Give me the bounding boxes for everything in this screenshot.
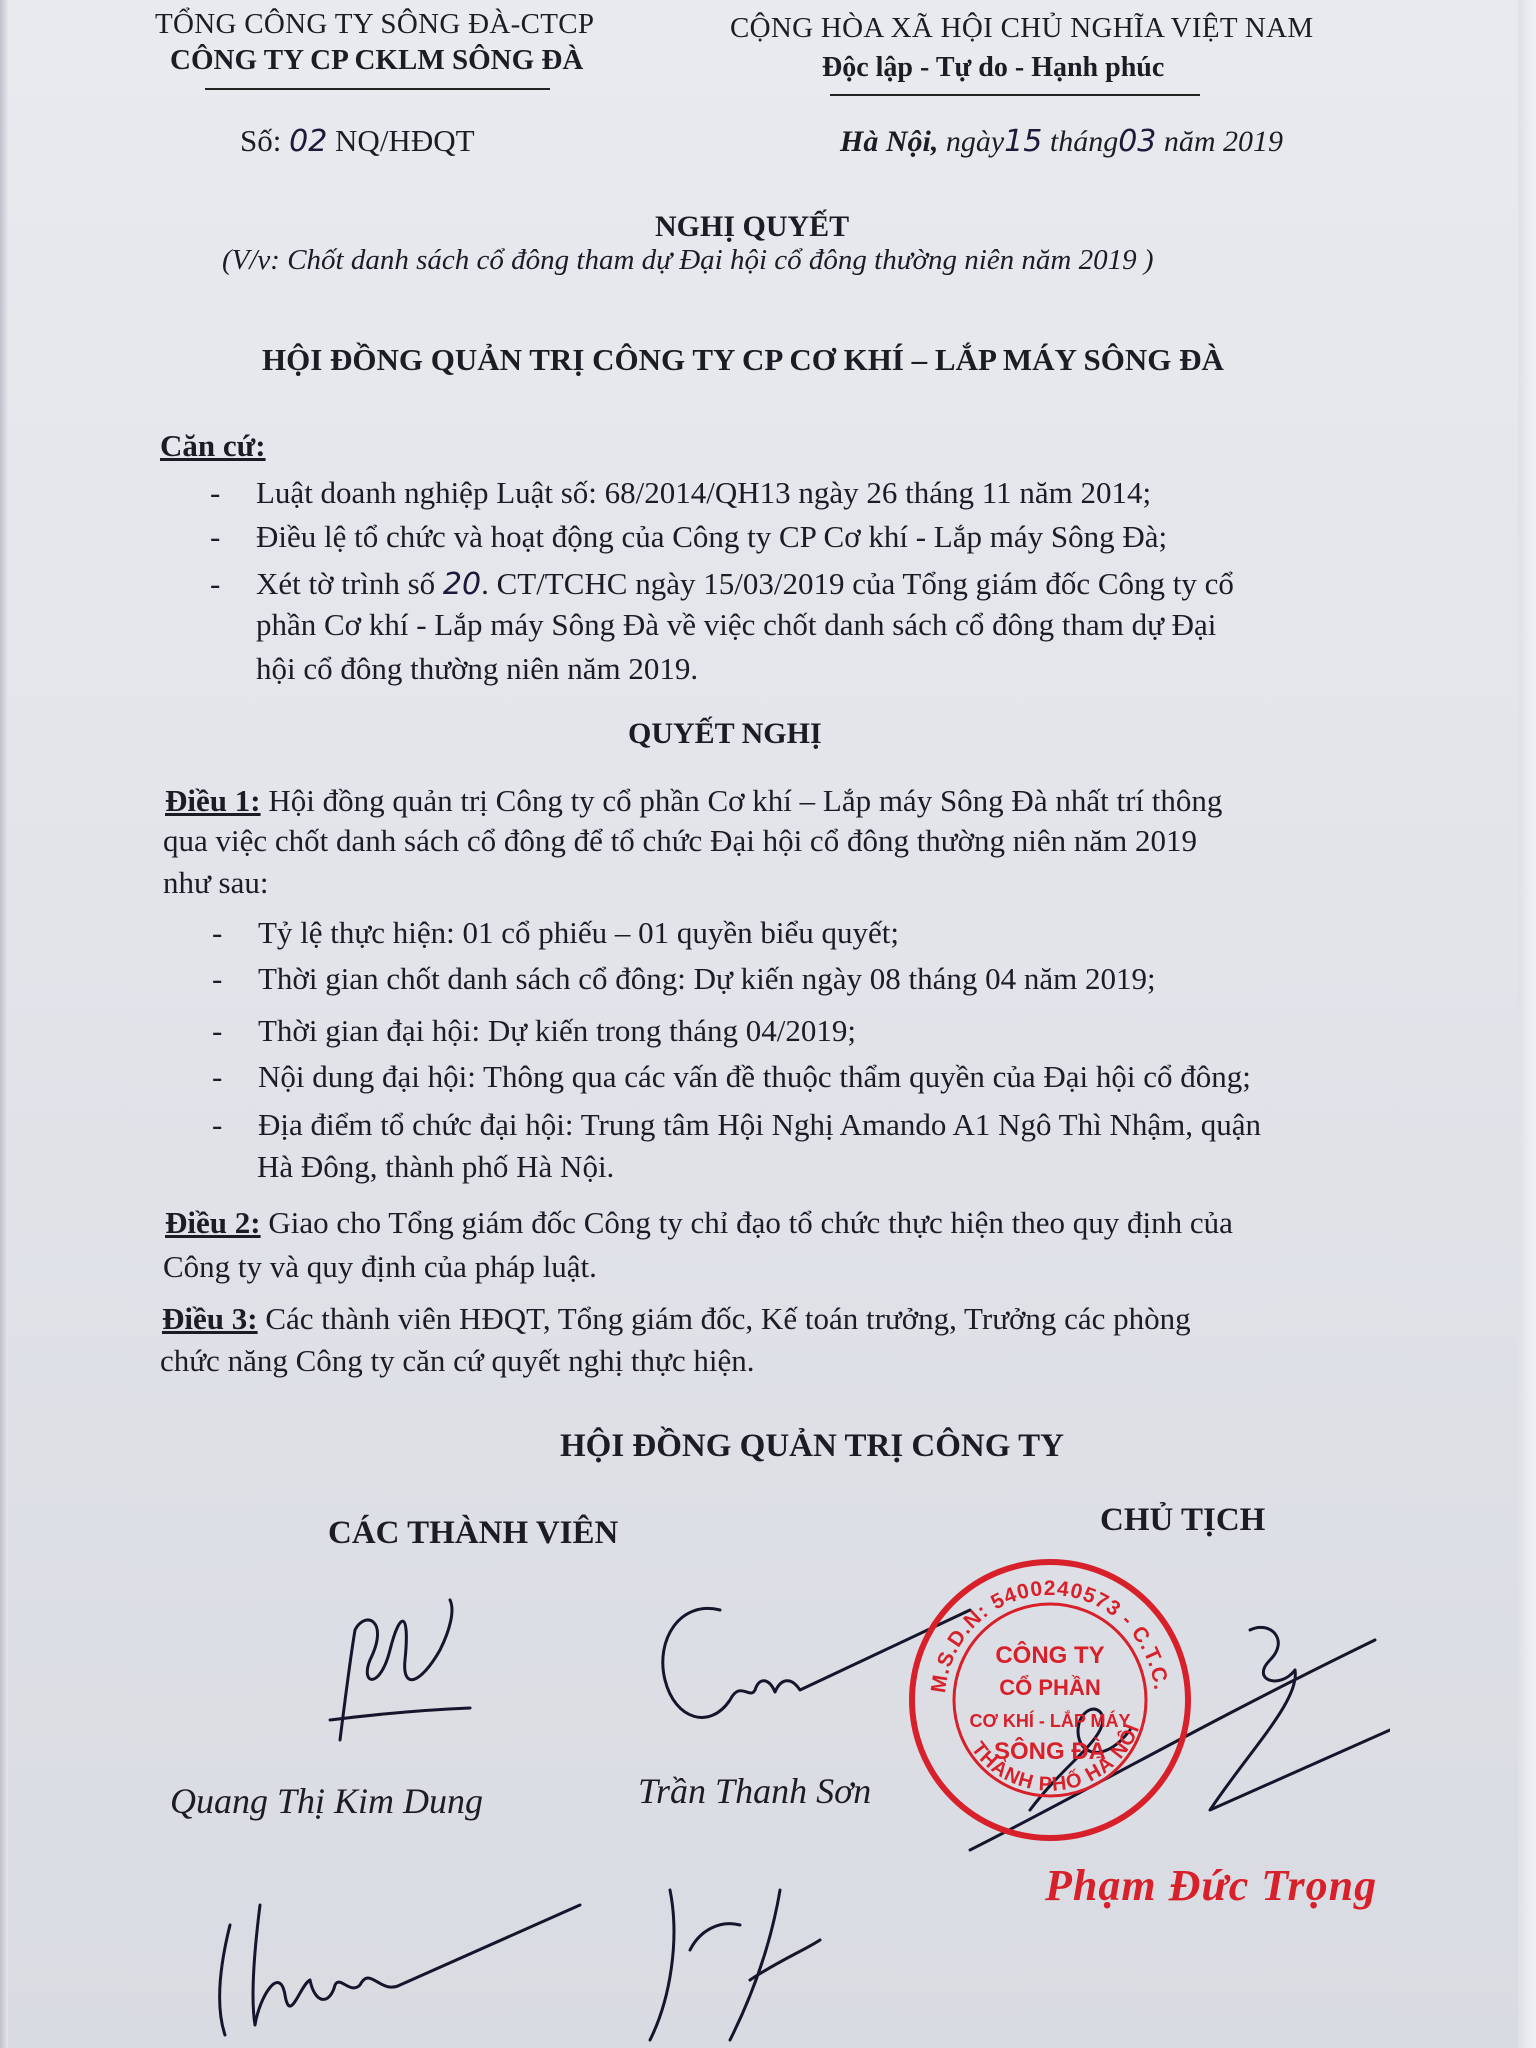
- chairman-heading: CHỦ TỊCH: [1100, 1502, 1266, 1538]
- svg-text:M.S.D.N: 5400240573 - C.T.C.: M.S.D.N: 5400240573 - C.T.C.: [927, 1576, 1173, 1695]
- basis-item-continued: hội cổ đông thường niên năm 2019.: [256, 651, 699, 686]
- document-subtitle: (V/v: Chốt danh sách cổ đông tham dự Đại hội cổ đông thường niên năm 2019 ): [222, 244, 1154, 276]
- member3-signature: [200, 1885, 590, 2045]
- number-suffix: NQ/HĐQT: [335, 123, 475, 158]
- number-prefix: Số:: [240, 123, 282, 158]
- article-1: Điều 1: Hội đồng quản trị Công ty cổ phần Cơ khí – Lắp máy Sông Đà nhất trí thông: [165, 783, 1223, 818]
- board-heading: HỘI ĐỒNG QUẢN TRỊ CÔNG TY: [560, 1428, 1064, 1464]
- date-day-label: ngày: [945, 125, 1005, 158]
- article-3: Điều 3: Các thành viên HĐQT, Tổng giám đốc, Kế toán trưởng, Trưởng các phòng: [162, 1301, 1191, 1336]
- article-3-label: Điều 3:: [162, 1301, 258, 1336]
- report-number-handwritten: 20: [442, 567, 482, 602]
- svg-text:CỔ PHẦN: CỔ PHẦN: [999, 1675, 1101, 1700]
- svg-text:CÔNG TY: CÔNG TY: [995, 1642, 1105, 1669]
- article-1-label: Điều 1:: [165, 783, 261, 818]
- issue-date: [840, 124, 1283, 159]
- issuer-heading: HỘI ĐỒNG QUẢN TRỊ CÔNG TY CP CƠ KHÍ – LẮP MÁY SÔNG ĐÀ: [262, 342, 1224, 377]
- article-1-line: như sau:: [163, 865, 269, 900]
- number-handwritten: 02: [289, 124, 328, 159]
- chairman-name: Phạm Đức Trọng: [1045, 1861, 1378, 1910]
- svg-text:THÀNH PHỐ HÀ NỘI: THÀNH PHỐ HÀ NỘI: [966, 1720, 1145, 1796]
- date-day: 15: [1004, 124, 1043, 159]
- date-month: 03: [1118, 124, 1157, 159]
- document-title: NGHỊ QUYẾT: [655, 210, 850, 243]
- company-seal-stamp: [905, 1555, 1195, 1845]
- article-1-line: qua việc chốt danh sách cổ đông để tổ chức Đại hội cổ đông thường niên năm 2019: [163, 823, 1197, 858]
- svg-text:SÔNG ĐÀ: SÔNG ĐÀ: [993, 1738, 1107, 1765]
- basis-item-continued: phần Cơ khí - Lắp máy Sông Đà về việc chốt danh sách cổ đông tham dự Đại: [256, 607, 1217, 642]
- date-year: năm 2019: [1163, 125, 1284, 158]
- date-month-label: tháng: [1049, 125, 1119, 158]
- article-3-line: chức năng Công ty căn cứ quyết nghị thực hiện.: [160, 1343, 755, 1378]
- basis-heading: Căn cứ:: [160, 428, 266, 463]
- paper-right-edge: [1518, 0, 1536, 2048]
- date-place: Hà Nội,: [840, 125, 939, 158]
- article-1-item-continued: Hà Đông, thành phố Hà Nội.: [257, 1149, 615, 1184]
- decision-heading: QUYẾT NGHỊ: [628, 717, 822, 750]
- member2-name: Trần Thanh Sơn: [638, 1771, 872, 1811]
- article-2-label: Điều 2:: [165, 1205, 261, 1240]
- member4-signature: [630, 1880, 830, 2048]
- company-underline: [205, 88, 550, 90]
- document-number: [240, 120, 475, 162]
- national-motto: Độc lập - Tự do - Hạnh phúc: [822, 52, 1165, 83]
- company-name: CÔNG TY CP CKLM SÔNG ĐÀ: [170, 44, 584, 76]
- article-2: Điều 2: Giao cho Tổng giám đốc Công ty chỉ đạo tổ chức thực hiện theo quy định của: [165, 1205, 1233, 1240]
- motto-underline: [830, 94, 1200, 96]
- member1-signature: [310, 1590, 490, 1750]
- svg-text:CƠ KHÍ - LẮP MÁY: CƠ KHÍ - LẮP MÁY: [969, 1711, 1131, 1731]
- paper-shadow-edge: [0, 0, 8, 2048]
- member1-name: Quang Thị Kim Dung: [170, 1781, 484, 1821]
- parent-company: TỔNG CÔNG TY SÔNG ĐÀ-CTCP: [155, 8, 595, 40]
- article-2-line: Công ty và quy định của pháp luật.: [163, 1249, 597, 1284]
- national-title: CỘNG HÒA XÃ HỘI CHỦ NGHĨA VIỆT NAM: [730, 12, 1314, 44]
- members-heading: CÁC THÀNH VIÊN: [328, 1515, 619, 1551]
